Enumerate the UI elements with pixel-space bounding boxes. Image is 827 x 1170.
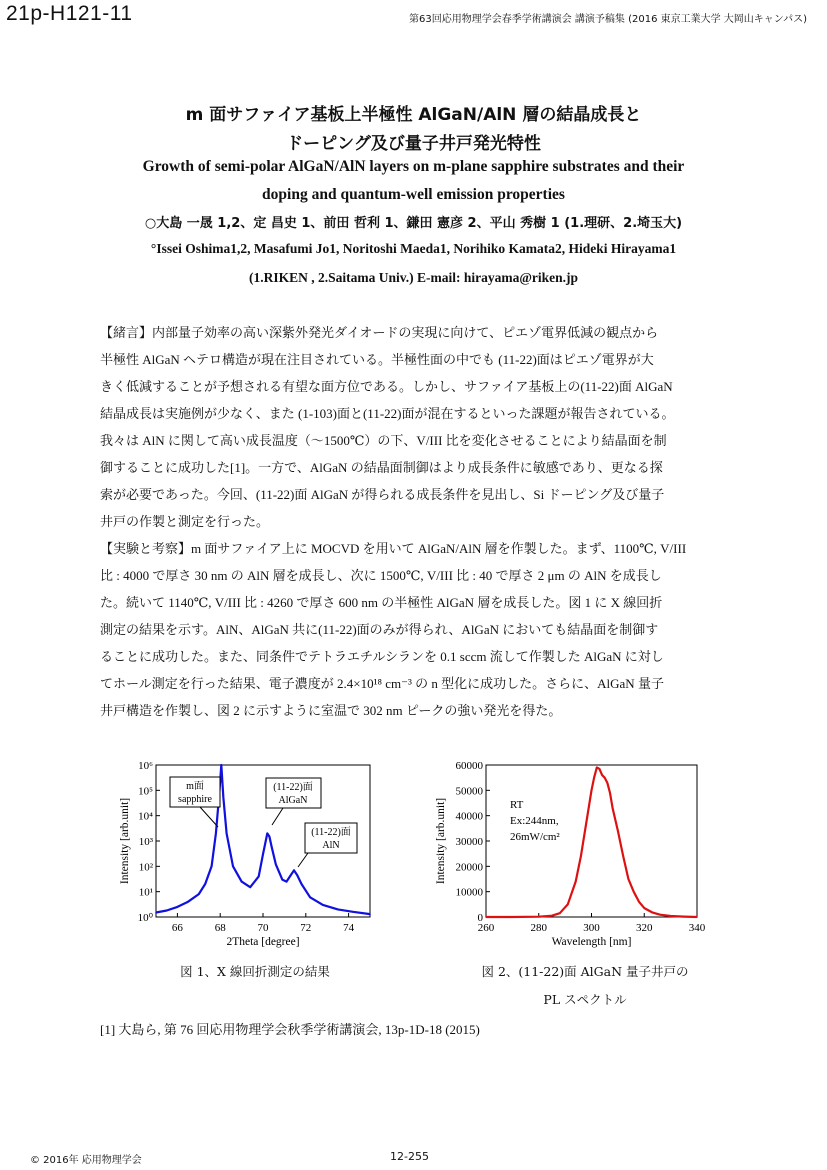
annotation-arrow bbox=[298, 853, 308, 867]
data-point bbox=[607, 782, 609, 784]
y-tick-label: 30000 bbox=[455, 836, 483, 848]
text-line: 御することに成功した[1]。一方で、AlGaN の結晶面制御はより成長条件に敏感であり、更なる探 bbox=[100, 460, 663, 475]
annotation-text: AlN bbox=[322, 840, 340, 851]
data-point bbox=[232, 866, 234, 868]
data-point bbox=[622, 855, 624, 857]
data-point bbox=[580, 855, 582, 857]
data-point bbox=[651, 912, 653, 914]
data-point bbox=[696, 916, 698, 918]
data-point bbox=[612, 807, 614, 809]
y-tick-label: 10¹ bbox=[138, 886, 153, 899]
data-point bbox=[644, 907, 646, 909]
pl-chart bbox=[430, 755, 720, 950]
data-point bbox=[322, 904, 324, 906]
y-tick-label: 20000 bbox=[455, 861, 483, 874]
data-point bbox=[241, 881, 243, 883]
copyright: © 2016年 応用物理学会 bbox=[30, 1155, 142, 1166]
data-point bbox=[223, 797, 225, 799]
data-point bbox=[301, 883, 303, 885]
text-line: 索が必要であった。今回、(11-22)面 AlGaN が得られる成長条件を見出し、Si ドーピング及び量子 bbox=[100, 487, 665, 502]
data-point bbox=[293, 870, 295, 872]
data-point bbox=[211, 866, 213, 868]
data-point bbox=[177, 906, 179, 908]
data-point bbox=[262, 853, 264, 855]
data-point bbox=[204, 883, 206, 885]
x-tick-label: 68 bbox=[214, 922, 226, 934]
x-tick-label: 300 bbox=[583, 922, 600, 934]
affiliation: (1.RIKEN , 2.Saitama Univ.) E-mail: hirayama@riken.jp bbox=[248, 270, 579, 285]
data-point bbox=[538, 916, 540, 918]
x-tick-label: 74 bbox=[343, 922, 355, 934]
data-point bbox=[286, 881, 288, 883]
figure1-caption: 図 1、X 線回折測定の結果 bbox=[180, 964, 330, 979]
text-line: 結晶成長は実施例が少なく、また (1-103)面と(11-22)面が混在するといった課題が報告されている。 bbox=[100, 406, 675, 421]
x-tick-label: 320 bbox=[636, 922, 653, 934]
y-tick-label: 40000 bbox=[455, 810, 483, 823]
data-point bbox=[271, 846, 273, 848]
y-tick-label: 10³ bbox=[138, 836, 153, 848]
data-point bbox=[275, 864, 277, 866]
data-point bbox=[166, 910, 168, 912]
text-line: 測定の結果を示す。AlN、AlGaN 共に(11-22)面のみが得られ、AlGaN においても結晶面を制御す bbox=[100, 622, 659, 637]
y-tick-label: 0 bbox=[477, 912, 483, 924]
data-point bbox=[309, 897, 311, 899]
x-axis-label: Wavelength [nm] bbox=[551, 936, 632, 948]
text-line: 井戸の作製と測定を行った。 bbox=[100, 514, 270, 529]
data-point bbox=[593, 777, 595, 779]
data-point bbox=[585, 823, 587, 825]
paragraph-experiment bbox=[100, 535, 730, 724]
title-en-line2: doping and quantum-well emission properties bbox=[262, 186, 565, 203]
data-point bbox=[485, 916, 487, 918]
x-axis-label: 2Theta [degree] bbox=[226, 936, 300, 948]
conference-header: 第63回応用物理学会春季学術講演会 講演予稿集 (2016 東京工業大学 大岡山キャンパス) bbox=[409, 14, 807, 25]
data-point bbox=[369, 913, 371, 915]
annotation-text: RT bbox=[510, 799, 524, 811]
x-tick-label: 70 bbox=[257, 922, 269, 934]
data-point bbox=[269, 836, 271, 838]
data-point bbox=[659, 914, 661, 916]
figure2-caption-line1: 図 2、(11-22)面 AlGaN 量子井戸の bbox=[481, 964, 689, 979]
annotation-text: sapphire bbox=[178, 794, 212, 805]
data-point bbox=[290, 874, 292, 876]
data-point bbox=[567, 904, 569, 906]
data-point bbox=[296, 874, 298, 876]
authors-ja: ○大島 一晟 1,2、定 昌史 1、前田 哲利 1、鎌田 憲彦 2、平山 秀樹 1 (1.理研、2.埼玉大) bbox=[144, 216, 683, 231]
text-line: 我々は AlN に関して高い成長温度（～1500℃）の下、V/III 比を変化させることにより結晶面を制 bbox=[100, 433, 667, 448]
data-point bbox=[599, 768, 601, 770]
xrd-chart bbox=[100, 755, 390, 950]
data-point bbox=[633, 891, 635, 893]
data-point bbox=[221, 764, 223, 766]
y-tick-label: 10⁶ bbox=[138, 760, 153, 772]
y-tick-label: 50000 bbox=[455, 785, 483, 798]
data-point bbox=[609, 792, 611, 794]
text-line: 井戸構造を作製し、図 2 に示すように室温で 302 nm ピークの強い発光を得た。 bbox=[100, 703, 562, 718]
reference: [1] 大島ら, 第 76 回応用物理学会秋季学術講演会, 13p-1D-18 (2015) bbox=[100, 1022, 480, 1037]
y-tick-label: 10⁵ bbox=[138, 785, 153, 798]
text-line: ることに成功した。また、同条件でテトラエチルシランを 0.1 sccm 流して作製した AlGaN に対し bbox=[100, 649, 664, 664]
text-line: きく低減することが予想される有望な面方位である。しかし、サファイア基板上の(11-22)面 AlGaN bbox=[100, 379, 673, 394]
data-point bbox=[559, 912, 561, 914]
data-point bbox=[604, 777, 606, 779]
y-tick-label: 10² bbox=[138, 861, 153, 874]
annotation-text: AlGaN bbox=[278, 795, 308, 806]
data-point bbox=[282, 879, 284, 881]
y-tick-label: 10⁴ bbox=[138, 810, 153, 823]
y-axis-label: Intensity [arb.unit] bbox=[119, 797, 131, 885]
data-point bbox=[226, 833, 228, 835]
data-point bbox=[352, 911, 354, 913]
data-point bbox=[258, 876, 260, 878]
text-line: 半極性 AlGaN ヘテロ構造が現在注目されている。半極性面の中でも (11-22)面はピエゾ電界が大 bbox=[100, 352, 654, 367]
annotation-text: (11-22)面 bbox=[273, 782, 313, 793]
data-point bbox=[187, 901, 189, 903]
annotation-text: (11-22)面 bbox=[311, 827, 351, 838]
data-point bbox=[670, 915, 672, 917]
data-point bbox=[215, 833, 217, 835]
text-line: 比 : 4000 で厚さ 30 nm の AlN 層を成長し、次に 1500℃, V/III 比 : 40 で厚さ 2 μm の AlN を成長し bbox=[100, 568, 662, 583]
x-tick-label: 66 bbox=[171, 922, 183, 934]
y-tick-label: 60000 bbox=[455, 760, 483, 772]
data-point bbox=[628, 878, 630, 880]
title-ja-line2: ドーピング及び量子井戸発光特性 bbox=[286, 134, 541, 154]
annotation-arrow bbox=[200, 807, 218, 827]
text-line: た。続いて 1140℃, V/III 比 : 4260 で厚さ 600 nm の半極性 AlGaN 層を成長した。図 1 に X 線回折 bbox=[100, 595, 663, 610]
text-line: 【実験と考察】m 面サファイア上に MOCVD を用いて AlGaN/AlN 層を作製した。まず、1100℃, V/III bbox=[100, 541, 687, 556]
page-number: 12-255 bbox=[390, 1150, 429, 1163]
data-point bbox=[638, 901, 640, 903]
data-point bbox=[337, 909, 339, 911]
data-point bbox=[249, 886, 251, 888]
y-tick-label: 10000 bbox=[455, 886, 483, 899]
annotation-text: Ex:244nm, bbox=[510, 815, 559, 827]
data-point bbox=[683, 916, 685, 918]
text-line: 【緒言】内部量子効率の高い深紫外発光ダイオードの実現に向けて、ピエゾ電界低減の観点から bbox=[100, 325, 659, 340]
data-point bbox=[551, 915, 553, 917]
data-point bbox=[617, 830, 619, 832]
annotation-text: 26mW/cm² bbox=[510, 831, 560, 843]
data-point bbox=[198, 893, 200, 895]
data-point bbox=[575, 881, 577, 883]
x-tick-label: 72 bbox=[300, 922, 312, 934]
data-point bbox=[591, 790, 593, 792]
x-tick-label: 340 bbox=[688, 922, 706, 934]
x-tick-label: 260 bbox=[477, 922, 495, 934]
authors-en: °Issei Oshima1,2, Masafumi Jo1, Noritoshi Maeda1, Norihiko Kamata2, Hideki Hirayama1 bbox=[150, 241, 677, 256]
data-point bbox=[512, 916, 514, 918]
y-axis-label: Intensity [arb.unit] bbox=[435, 797, 447, 885]
annotation-text: m面 bbox=[186, 781, 204, 792]
figure2-caption-line2: PL スペクトル bbox=[543, 992, 627, 1007]
data-point bbox=[155, 912, 157, 914]
y-tick-label: 10⁰ bbox=[137, 912, 153, 924]
title-en-line1: Growth of semi-polar AlGaN/AlN layers on m-plane sapphire substrates and their bbox=[142, 158, 685, 175]
annotation-arrow bbox=[272, 808, 283, 825]
text-line: てホール測定を行った結果、電子濃度が 2.4×10¹⁸ cm⁻³ の n 型化に成功した。さらに、AlGaN 量子 bbox=[100, 676, 664, 691]
abstract-code: 21p-H121-11 bbox=[6, 2, 133, 25]
title-ja-line1: m 面サファイア基板上半極性 AlGaN/AlN 層の結晶成長と bbox=[185, 105, 642, 125]
paragraph-introduction bbox=[100, 319, 730, 535]
data-point bbox=[596, 767, 598, 769]
data-point bbox=[267, 833, 269, 835]
x-tick-label: 280 bbox=[530, 922, 547, 934]
data-point bbox=[601, 774, 603, 776]
